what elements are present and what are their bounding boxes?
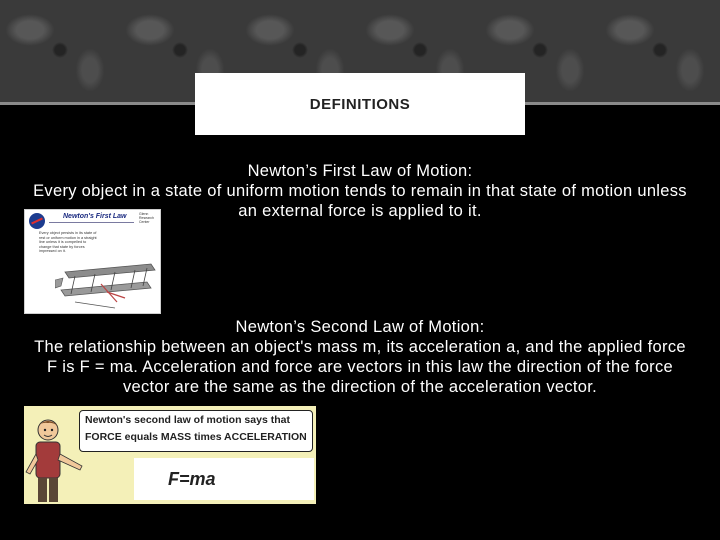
title-box xyxy=(195,73,525,135)
speech-bubble-line-2: FORCE equals MASS times ACCELERATION xyxy=(85,431,307,443)
first-law-image-center-label: Glenn Research Center xyxy=(139,212,154,224)
first-law-image-rule xyxy=(49,222,134,223)
first-law-image-description: Every object persists in its state of rest or uniform motion in a straight line unless it is compelled to change that state by forces impressed on it. xyxy=(39,231,97,254)
cartoon-man-icon xyxy=(24,414,84,504)
second-law-heading: Newton’s Second Law of Motion: xyxy=(235,318,485,336)
first-law-heading: Newton’s First Law of Motion: xyxy=(247,162,473,180)
nasa-logo-icon xyxy=(29,213,45,229)
speech-bubble-line-1: Newton's second law of motion says that xyxy=(85,414,290,426)
second-law-body: The relationship between an object's mass m, its acceleration a, and the applied force F is F = ma. Acceleration and force are vectors in this law the direction of the force vector are the same as the direction of the acceleration vector. xyxy=(34,338,686,396)
slide-title: DEFINITIONS xyxy=(309,95,411,113)
formula-text: F=ma xyxy=(168,468,216,489)
speech-bubble xyxy=(79,410,313,452)
formula-box xyxy=(134,458,314,500)
first-law-body: Every object in a state of uniform motion tends to remain in that state of motion unless an external force is applied to it. xyxy=(33,182,687,220)
first-law-image-title: Newton's First Law xyxy=(63,213,127,220)
wright-flyer-icon xyxy=(55,254,159,312)
second-law-image xyxy=(24,406,316,504)
first-law-image xyxy=(24,209,161,314)
second-law-text xyxy=(30,317,690,397)
